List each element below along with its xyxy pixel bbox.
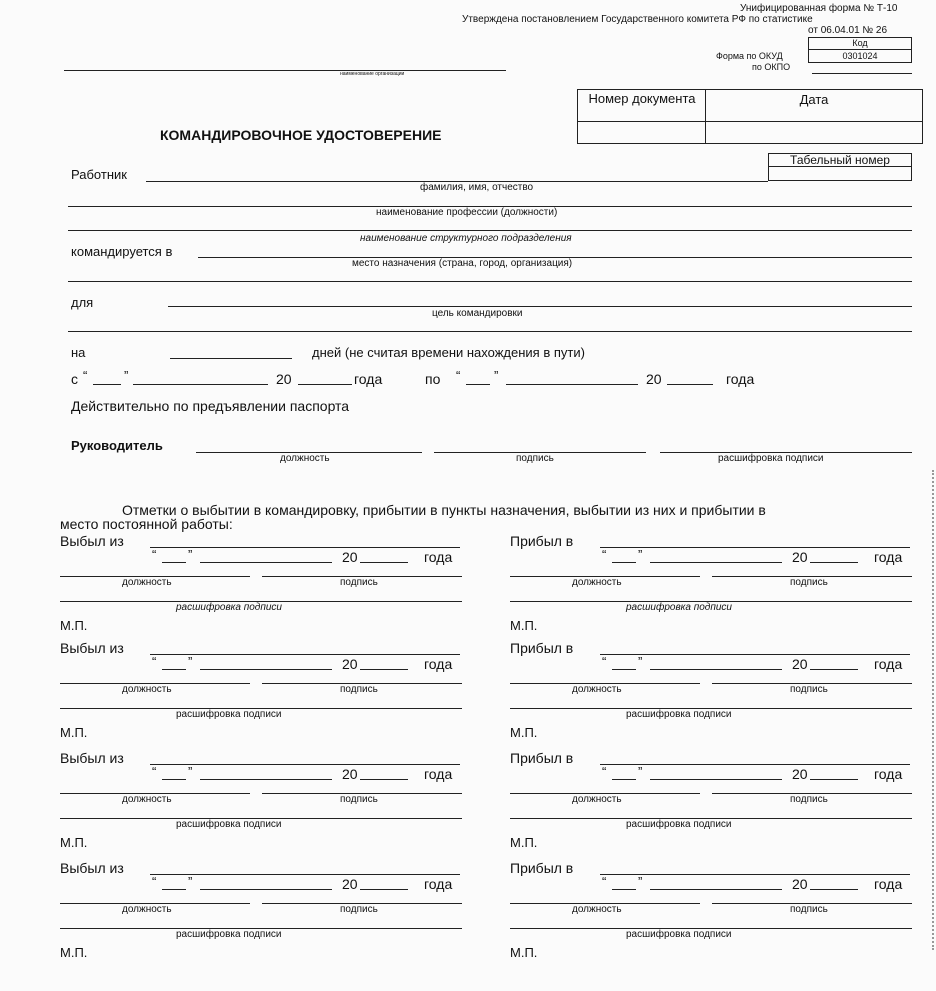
year-label: года [726,371,755,387]
quote-close: ” [188,547,193,562]
profession-caption: наименование профессии (должности) [376,207,558,218]
days-label: дней (не считая времени нахождения в пути) [312,345,585,360]
year-line [810,669,858,670]
stamp-label: М.П. [510,618,538,633]
signature-caption: подпись [790,577,828,588]
month-line [650,889,782,890]
quote-close: ” [188,764,193,779]
stamp-label: М.П. [510,945,538,960]
quote-close: ” [638,547,643,562]
signature-caption: подпись [340,794,378,805]
signature-decoding-caption: расшифровка подписи [176,602,282,613]
position-caption: должность [122,904,172,915]
year-label: года [874,549,903,565]
departure-label: Выбыл из [60,533,124,549]
arrival-label: Прибыл в [510,750,574,766]
org-name-caption: наименование организации [340,71,405,77]
quote-open: “ [152,654,157,669]
code-label: Код [852,38,868,48]
year-prefix: 20 [342,766,358,782]
departure-label: Выбыл из [60,750,124,766]
month-line [650,669,782,670]
place-line [150,547,460,548]
year-line [810,779,858,780]
signature-decoding-caption: расшифровка подписи [626,602,732,613]
position-caption: должность [122,794,172,805]
quote-open: “ [152,874,157,889]
quote-close: ” [124,368,129,383]
approval-label: Утверждена постановлением Государственного комитета РФ по статистике [462,14,813,25]
year-prefix: 20 [646,371,662,387]
quote-open: “ [602,874,607,889]
stamp-label: М.П. [510,835,538,850]
year-label: года [424,876,453,892]
quote-open: “ [602,547,607,562]
signature-caption: подпись [790,904,828,915]
quote-open: “ [152,547,157,562]
day-line [162,562,186,563]
quote-close: ” [638,764,643,779]
stamp-label: М.П. [60,835,88,850]
day-line [162,669,186,670]
document-title: КОМАНДИРОВОЧНОЕ УДОСТОВЕРЕНИЕ [160,127,442,143]
year-prefix: 20 [792,766,808,782]
doc-number-header: Номер документа [588,91,696,106]
form-unified-label: Унифицированная форма № Т-10 [740,3,898,14]
quote-open: “ [602,764,607,779]
signature-decoding-caption: расшифровка подписи [626,709,732,720]
subdivision-caption: наименование структурного подразделения [360,233,572,244]
signature-decoding-caption: расшифровка подписи [626,929,732,940]
sent-to-label: командируется в [71,244,173,259]
day-line [612,669,636,670]
place-line [150,654,460,655]
signature-caption: подпись [790,684,828,695]
signature-decoding-caption: расшифровка подписи [176,819,282,830]
position-caption: должность [122,577,172,588]
place-line [600,764,910,765]
marks-title: Отметки о выбытии в командировку, прибытии в пункты назначения, выбытии из них и прибытии в [122,502,766,518]
year-prefix: 20 [276,371,292,387]
month-line [200,669,332,670]
year-prefix: 20 [342,656,358,672]
okud-label: Форма по ОКУД [716,51,783,61]
signature-decoding-caption: расшифровка подписи [626,819,732,830]
position-caption: должность [572,904,622,915]
year-prefix: 20 [792,876,808,892]
quote-open: “ [152,764,157,779]
stamp-label: М.П. [60,618,88,633]
position-caption: должность [122,684,172,695]
destination-caption: место назначения (страна, город, организация) [352,258,573,269]
duration-label: на [71,345,86,360]
quote-close: ” [494,368,499,383]
place-line [150,874,460,875]
departure-label: Выбыл из [60,640,124,656]
place-line [600,654,910,655]
signature-caption: подпись [516,453,554,464]
position-caption: должность [572,794,622,805]
quote-close: ” [638,874,643,889]
passport-note: Действительно по предъявлении паспорта [71,398,350,414]
position-caption: должность [280,453,330,464]
place-line [600,874,910,875]
signature-decoding-caption: расшифровка подписи [176,709,282,720]
year-line [360,562,408,563]
place-line [600,547,910,548]
quote-open: “ [456,368,461,383]
stamp-label: М.П. [60,945,88,960]
month-line [650,562,782,563]
day-line [162,779,186,780]
year-prefix: 20 [792,549,808,565]
year-label: года [424,766,453,782]
purpose-caption: цель командировки [432,308,523,319]
signature-caption: подпись [340,684,378,695]
departure-label: Выбыл из [60,860,124,876]
month-line [650,779,782,780]
approval-date: от 06.04.01 № 26 [808,25,888,36]
stamp-label: М.П. [60,725,88,740]
quote-open: “ [602,654,607,669]
position-caption: должность [572,684,622,695]
employee-label: Работник [71,167,127,182]
arrival-label: Прибыл в [510,533,574,549]
year-label: года [424,549,453,565]
month-line [200,779,332,780]
year-label: года [874,876,903,892]
signature-decoding-caption: расшифровка подписи [176,929,282,940]
doc-date-header: Дата [799,92,829,107]
year-label: года [424,656,453,672]
personnel-number-label: Табельный номер [790,153,890,167]
month-line [200,889,332,890]
month-line [200,562,332,563]
year-prefix: 20 [342,549,358,565]
year-label: года [874,656,903,672]
purpose-label: для [71,295,94,310]
year-line [360,889,408,890]
okud-code: 0301024 [842,51,878,61]
day-line [612,779,636,780]
to-label: по [425,371,441,387]
day-line [612,889,636,890]
signature-caption: подпись [340,904,378,915]
quote-close: ” [188,874,193,889]
from-label: с [71,371,78,387]
year-line [810,562,858,563]
day-line [612,562,636,563]
signature-decoding-caption: расшифровка подписи [718,453,824,464]
place-line [150,764,460,765]
year-prefix: 20 [792,656,808,672]
scan-edge [932,470,934,950]
signature-caption: подпись [790,794,828,805]
arrival-label: Прибыл в [510,860,574,876]
okpo-label: по ОКПО [752,62,791,72]
year-prefix: 20 [342,876,358,892]
quote-close: ” [188,654,193,669]
arrival-label: Прибыл в [510,640,574,656]
stamp-label: М.П. [510,725,538,740]
position-caption: должность [572,577,622,588]
quote-close: ” [638,654,643,669]
year-label: года [874,766,903,782]
year-line [360,779,408,780]
day-line [162,889,186,890]
year-label: года [354,371,383,387]
quote-open: “ [83,368,88,383]
head-label: Руководитель [71,438,163,453]
year-line [360,669,408,670]
year-line [810,889,858,890]
signature-caption: подпись [340,577,378,588]
fio-caption: фамилия, имя, отчество [420,182,534,193]
marks-title-cont: место постоянной работы: [60,516,233,532]
